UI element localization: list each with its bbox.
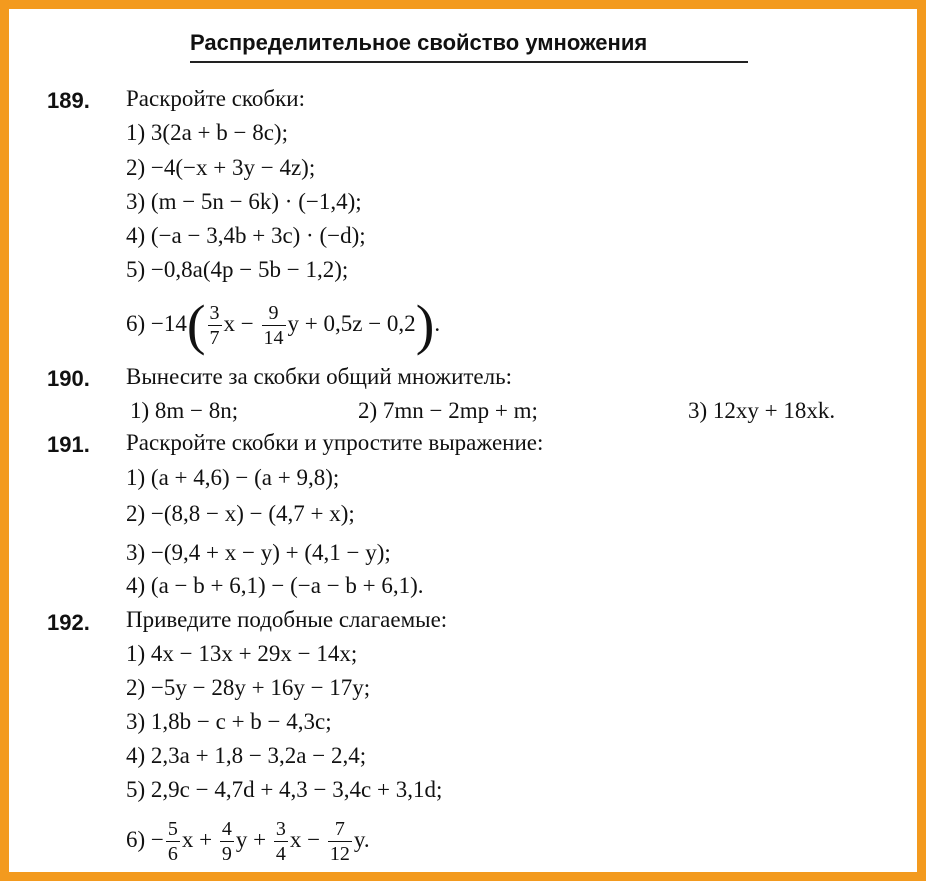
problem-190-heading: Вынесите за скобки общий множитель: <box>126 364 512 389</box>
item6-term-1: x − <box>223 311 254 336</box>
fraction-3-7: $\frac{3}{7}$ <box>209 302 220 350</box>
problem-189-item-6 <box>126 294 441 357</box>
page-title: Распределительное свойство умножения <box>190 30 648 55</box>
term-2: y + <box>235 827 267 852</box>
fraction-9-14: $\frac{9}{14}$ <box>263 302 284 350</box>
problem-189-heading: Раскройте скобки: <box>126 86 305 111</box>
problem-191-item-1: 1) (a + 4,6) − (a + 9,8); <box>126 465 340 490</box>
problem-192-item-2: 2) −5y − 28y + 16y − 17y; <box>126 675 371 700</box>
problem-192-item-1: 1) 4x − 13x + 29x − 14x; <box>126 641 358 666</box>
problem-number-189: 189. <box>47 88 90 113</box>
fraction-3-4: $\frac{3}{4}$ <box>275 818 286 866</box>
problem-192-item-3: 3) 1,8b − c + b − 4,3c; <box>126 709 332 734</box>
open-paren: ( <box>186 294 206 357</box>
problem-189-item-4: 4) (−a − 3,4b + 3c) · (−d); <box>126 223 366 248</box>
problem-189-item-5: 5) −0,8a(4p − 5b − 1,2); <box>126 257 349 282</box>
problem-189-item-3: 3) (m − 5n − 6k) · (−1,4); <box>126 189 362 214</box>
fraction-4-9: $\frac{4}{9}$ <box>221 818 232 866</box>
term-1: x + <box>181 827 213 852</box>
problem-191-heading: Раскройте скобки и упростите выражение: <box>126 430 544 455</box>
term-3: x − <box>289 827 321 852</box>
problem-191-item-4: 4) (a − b + 6,1) − (−a − b + 6,1). <box>126 573 424 598</box>
item6-prefix: 6) − <box>126 827 164 852</box>
item6-prefix: 6) −14 <box>126 311 187 336</box>
fraction-5-6: $\frac{5}{6}$ <box>167 818 178 866</box>
problem-192-item-4: 4) 2,3a + 1,8 − 3,2a − 2,4; <box>126 743 367 768</box>
problem-number-192: 192. <box>47 610 90 635</box>
problem-number-190: 190. <box>47 366 90 391</box>
close-paren: ) <box>415 294 435 357</box>
item6-suffix: . <box>434 311 441 336</box>
problem-190-item-1: 1) 8m − 8n; <box>130 398 239 423</box>
problem-192-item-6 <box>126 812 370 868</box>
title-underline <box>190 61 748 63</box>
problem-190-item-2: 2) 7mn − 2mp + m; <box>358 398 538 423</box>
fraction-7-12: $\frac{7}{12}$ <box>329 818 350 866</box>
problem-190-item-3: 3) 12xy + 18xk. <box>688 398 836 423</box>
problem-192-heading: Приведите подобные слагаемые: <box>126 607 448 632</box>
problem-191-item-2: 2) −(8,8 − x) − (4,7 + x); <box>126 501 355 526</box>
item6-term-2: y + 0,5z − 0,2 <box>287 311 416 336</box>
problem-192-item-5: 5) 2,9c − 4,7d + 4,3 − 3,4c + 3,1d; <box>126 777 443 802</box>
problem-191-item-3: 3) −(9,4 + x − y) + (4,1 − y); <box>126 540 391 565</box>
problem-189-item-1: 1) 3(2a + b − 8c); <box>126 120 288 145</box>
term-4: y. <box>353 827 370 852</box>
problem-189-item-2: 2) −4(−x + 3y − 4z); <box>126 155 316 180</box>
problem-number-191: 191. <box>47 432 90 457</box>
